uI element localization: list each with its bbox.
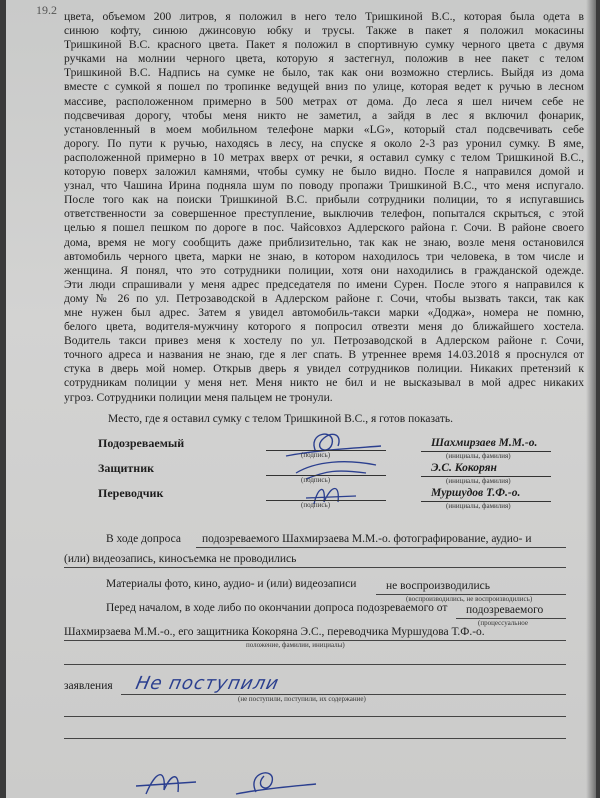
bottom-signatures bbox=[136, 760, 496, 798]
form-rule bbox=[64, 738, 566, 739]
page-edge-shadow bbox=[586, 0, 596, 798]
text-line: вместе с сумкой я пошел по тропинке ведущей вниз по улице, которая ведет к ручью в лесном bbox=[64, 80, 584, 94]
text-line: женщина. Я понял, что это сотрудники полиции, хотя они находились в гражданской одежде. bbox=[64, 263, 584, 277]
page-number: 19.2 bbox=[36, 3, 57, 17]
signature-caption: (подпись) bbox=[301, 451, 331, 459]
text-line: Тришкиной В.С. Надпись на сумке не было, так как они возможно стерлись. Выйдя из дома bbox=[64, 66, 584, 80]
signature-row-interpreter bbox=[76, 486, 576, 510]
name-caption: (инициалы, фамилия) bbox=[446, 477, 511, 485]
form-rule bbox=[64, 567, 566, 568]
text-line: целью я пошел пешком по дороге в пос. Чайсовхоз Адлерского района г. Сочи. В районе своего bbox=[64, 221, 584, 235]
text-line: синюю кофту, синюю джинсовую юбку и трусы. Также в пакет я положил мокасины bbox=[64, 24, 584, 38]
text-line: Тришкиной В.С. красного цвета. Пакет я положил в спортивную сумку черного цвета с двумя bbox=[64, 38, 584, 52]
before-prefix: Перед началом, в ходе либо по окончании допроса подозреваемого от bbox=[106, 602, 448, 614]
materials-value: не воспроизводились bbox=[386, 580, 490, 592]
text-line: массиве, расположенном примерно в 500 метрах от дома. До леса я шел ничем себе не bbox=[64, 94, 584, 108]
closing-line: Место, где я оставил сумку с телом Тришкиной В.С., я готов показать. bbox=[108, 413, 453, 425]
text-line: ответственности за совершенное преступление, выключив телефон, попытался скрыться, с этой bbox=[64, 207, 584, 221]
before-value: подозреваемого bbox=[466, 604, 544, 616]
document-page bbox=[6, 0, 596, 798]
statements-value-handwritten: Не поступили bbox=[133, 673, 282, 694]
name-caption: (инициалы, фамилия) bbox=[446, 452, 511, 460]
text-line: дома, время не могу сообщить даже приблизительно, так как не знаю, возле меня остановился bbox=[64, 235, 584, 249]
signature-scribble bbox=[276, 476, 386, 510]
text-line: белого цвета, водителя-мужчину которого я попросил отвезти меня до ближайшего хостела. bbox=[64, 320, 584, 334]
testimony-text bbox=[64, 10, 584, 405]
text-line: дому № 26 по ул. Петрозаводской в Адлерском районе г. Сочи, чтобы вызвать такси, так как bbox=[64, 291, 584, 305]
text-line: установленный в моем мобильном телефоне марки «LG», который стал подсвечивать себе bbox=[64, 122, 584, 136]
text-line: мне нужен был адрес. Затем я увидел автомобиль-такси марки «Доджа», номера не помню, bbox=[64, 305, 584, 319]
form-rule bbox=[64, 716, 566, 717]
text-line: которую поверх заложил камнями, чтобы сумку не было видно. После я направился домой и bbox=[64, 165, 584, 179]
signer-name: Муршудов Т.Ф.-о. bbox=[431, 487, 521, 499]
text-line: точного адреса и названия не знаю, где я лег спать. В утреннее время 14.03.2018 я проснулся от bbox=[64, 348, 584, 362]
signature-label: Защитник bbox=[98, 461, 155, 475]
signature-caption: (подпись) bbox=[301, 501, 331, 509]
record-prefix: В ходе допроса bbox=[106, 533, 181, 545]
persons-value: Шахмирзаева М.М.-о., его защитника Кокоряна Э.С., переводчика Муршудова Т.Ф.-о. bbox=[64, 626, 485, 638]
text-line: автомобиль черного цвета, марки не знаю, в котором находилось три человека, в том числе и bbox=[64, 249, 584, 263]
statements-label: заявления bbox=[64, 680, 113, 692]
text-line: цвета, объемом 200 литров, я положил в него тело Тришкиной В.С., которая была одета в bbox=[64, 10, 584, 23]
text-line: подсвечивая дорогу, чтобы меня никто не заметил, а зайдя в лес я включил фонарик, bbox=[64, 108, 584, 122]
text-line: угроз. Сотрудники полиции меня пальцем не тронули. bbox=[64, 390, 333, 404]
form-rule bbox=[196, 547, 566, 548]
text-line: расположенной примерно в 10 метрах вверх от речки, я оставил сумку с телом Тришкиной В.С., bbox=[64, 150, 584, 164]
text-line: дорогу. По пути к ручью, находясь в лесу, на спуске я около 2-3 раз уронил сумку. В яме, bbox=[64, 136, 584, 150]
record-value-continued: (или) видеозапись, киносъемка не проводились bbox=[64, 553, 297, 565]
before-caption: (процессуальное bbox=[478, 619, 528, 627]
signer-name: Э.С. Кокорян bbox=[431, 462, 497, 474]
form-rule bbox=[64, 664, 566, 665]
text-line: ручками на молнии черного цвета, которую я застегнул, положив в нее пакет с телом bbox=[64, 52, 584, 66]
signer-name: Шахмирзаев М.М.-о. bbox=[431, 437, 538, 449]
signature-label: Подозреваемый bbox=[98, 436, 185, 450]
text-line: сотрудникам полиции у меня нет. Меня никто не бил и не высказывал в мой адрес никаких bbox=[64, 376, 584, 390]
text-line: После того как на поиски Тришкиной В.С. прибыли сотрудники полиции, то я испугавшись bbox=[64, 193, 584, 207]
record-value: подозреваемого Шахмирзаева М.М.-о. фотографирование, аудио- и bbox=[202, 533, 532, 545]
name-caption: (инициалы, фамилия) bbox=[446, 502, 511, 510]
signature-caption: (подпись) bbox=[301, 476, 331, 484]
materials-caption: (воспроизводились, не воспроизводились) bbox=[406, 595, 533, 603]
text-line: стука в дверь мой номер. Открыв дверь я увидел сотрудников полиции. Никаких претензий к bbox=[64, 362, 584, 376]
signature-label: Переводчик bbox=[98, 486, 164, 500]
materials-prefix: Материалы фото, кино, аудио- и (или) видеозаписи bbox=[106, 578, 357, 590]
text-line: узнал, что Чашина Ирина подняла шум по поводу пропажи Тришкиной В.С., что меня испугало. bbox=[64, 179, 584, 193]
text-line: Водитель такси привез меня к хостелу по ул. Петрозаводской в Адлерском районе г. Сочи, bbox=[64, 334, 584, 348]
statements-caption: (не поступили, поступили, их содержание) bbox=[238, 695, 366, 703]
persons-caption: положение, фамилии, инициалы) bbox=[246, 641, 345, 649]
text-line: Эти люди спрашивали у меня адрес председателя по имени Сурен. После этого я направился к bbox=[64, 277, 584, 291]
